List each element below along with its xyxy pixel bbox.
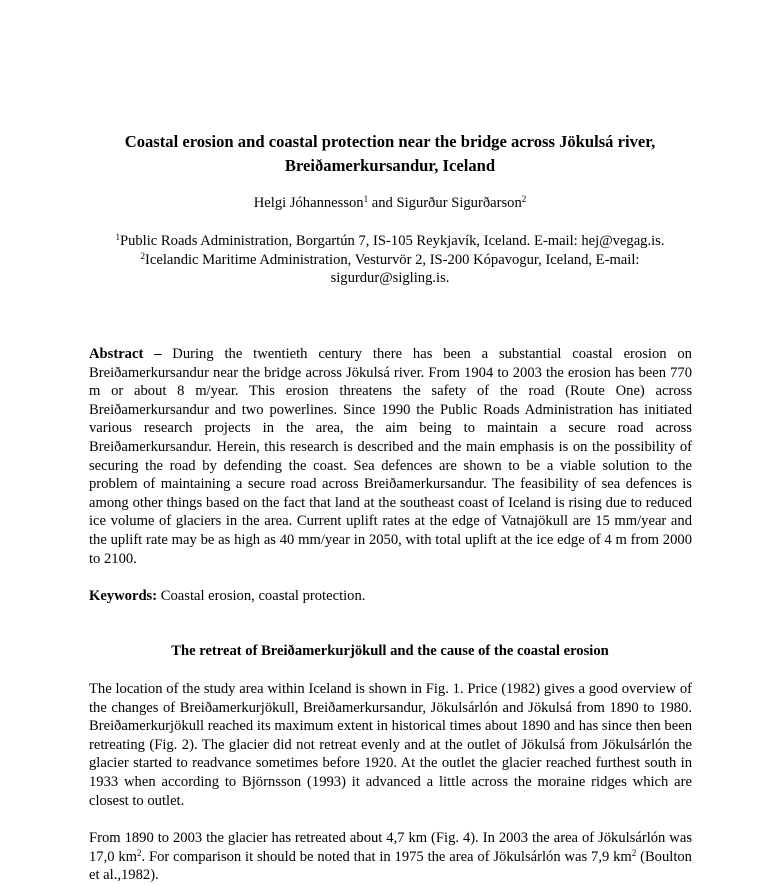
- para2-superscript-1: 2: [137, 847, 142, 858]
- para2-superscript-2: 2: [631, 847, 637, 858]
- affiliation-1-text: Public Roads Administration, Borgartún 7, IS-105 Reykjavík, Iceland. E-mail: hej@vegag.is.: [119, 233, 665, 249]
- keywords: [89, 587, 692, 606]
- body-paragraph-2: [89, 829, 692, 885]
- affiliation-2-mark: 2: [140, 250, 146, 261]
- author-2-affil-mark: 2: [521, 194, 527, 204]
- affiliation-2: [110, 251, 670, 288]
- abstract-text: During the twentieth century there has been a substantial coastal erosion on Breiðamerkursandur near the bridge across Jökulsá river. From 1904 to 2003 the erosion has been 770 m or about 8 m/year. This erosion threatens the safety of the road (Route One) across Breiðamerkursandur and two powerlines. Since 1990 the Public Roads Administration has initiated various research projects in the area, the aim being to maintain a secure road across Breiðamerkursandur. Herein, this research is described and the main emphasis is on the possibility of securing the road by defending the coast. Sea defences are shown to be a viable solution to the problem of maintaining a secure road across Breiðamerkursandur. The feasibility of sea defences is among other things based on the fact that land at the southeast coast of Iceland is rising due to reduced ice volume of glaciers in the area. Current uplift rates at the edge of Vatnajökull are 15 mm/year and the uplift rate may be as high as 40 mm/year in 2050, with total uplift at the ice edge of 4 m from 2000 to 2100.: [89, 346, 692, 567]
- keywords-text: Coastal erosion, coastal protection.: [157, 588, 366, 604]
- para2-text-c: (Boulton et al.,1982).: [89, 848, 692, 884]
- abstract-label: Abstract –: [89, 346, 162, 362]
- section-heading: The retreat of Breiðamerkurjökull and the cause of the coastal erosion: [171, 643, 609, 659]
- title-line-2: Breiðamerkursandur, Iceland: [284, 156, 496, 175]
- para2-text-b: . For comparison it should be noted that in 1975 the area of Jökulsárlón was 7,9 km: [141, 848, 632, 865]
- author-list: [60, 194, 720, 212]
- para2-text-a: From 1890 to 2003 the glacier has retreated about 4,7 km (Fig. 4). In 2003 the area of Jökulsárlón was 17,0 km: [89, 830, 692, 865]
- keywords-label: Keywords:: [89, 588, 158, 604]
- affiliation-2-text: Icelandic Maritime Administration, Vesturvör 2, IS-200 Kópavogur, Iceland, E-mail: sigurdur@sigling.is.: [145, 251, 640, 286]
- affiliation-1-mark: 1: [115, 232, 120, 242]
- author-2: Sigurður Sigurðarson: [396, 195, 522, 211]
- paper-title: [60, 130, 720, 178]
- title-line-1: Coastal erosion and coastal protection near the bridge across Jökulsá river,: [124, 132, 656, 151]
- abstract: [89, 345, 692, 568]
- author-connector: and: [368, 195, 397, 211]
- affiliations: [110, 232, 670, 288]
- body-paragraph-1: The location of the study area within Iceland is shown in Fig. 1. Price (1982) gives a good overview of the changes of Breiðamerkurjökull, Breiðamerkursandur, Jökulsárlón and Jökulsá from 1890 to 1980. Breiðamerkurjökull reached its maximum extent in historical times about 1890 and has since then been retreating (Fig. 2). The glacier did not retreat evenly and at the outlet of Jökulsá from Jökulsárlón the glacier started to readvance sometimes before 1920. At the outlet the glacier reached furthest south in 1933 when according to Björnsson (1993) it advanced a little across the moraine ridges which are closest to outlet.: [89, 681, 692, 809]
- affiliation-1: [110, 232, 670, 251]
- author-1-affil-mark: 1: [363, 194, 369, 204]
- author-1: Helgi Jóhannesson: [253, 195, 364, 211]
